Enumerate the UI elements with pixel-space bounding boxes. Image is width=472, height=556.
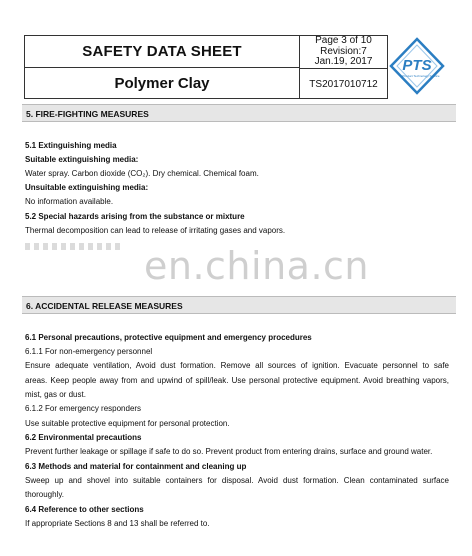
section5-title: 5. FIRE-FIGHTING MEASURES <box>22 104 456 122</box>
s611-line2: areas. Keep people away from and upwind of spill/leak. Use personal protective equipment. Avoid breathing vapors, <box>25 376 449 385</box>
s62-text: Prevent further leakage or spillage if safe to do so. Prevent product from entering drains, surface and ground water. <box>25 447 433 456</box>
suitable-label: Suitable extinguishing media: <box>25 155 139 164</box>
logo-text: PTS <box>402 57 432 74</box>
s611-line3: mist, gas or dust. <box>25 390 86 399</box>
sds-header <box>24 35 388 99</box>
s52-text: Thermal decomposition can lead to release of irritating gases and vapors. <box>25 226 286 235</box>
s61-heading: 6.1 Personal precautions, protective equipment and emergency procedures <box>25 333 312 342</box>
suitable-text: Water spray. Carbon dioxide (CO₂). Dry chemical. Chemical foam. <box>25 169 259 178</box>
s62-heading: 6.2 Environmental precautions <box>25 433 142 442</box>
report-code: TS2017010712 <box>300 68 387 99</box>
s52-heading: 5.2 Special hazards arising from the substance or mixture <box>25 212 245 221</box>
s63-line2: thoroughly. <box>25 490 64 499</box>
s611-line1: Ensure adequate ventilation, Avoid dust formation. Remove all sources of ignition. Evacuate personnel to safe <box>25 361 449 370</box>
s612-text: Use suitable protective equipment for personal protection. <box>25 419 230 428</box>
s611-heading: 6.1.1 For non-emergency personnel <box>25 347 153 356</box>
product-name: Polymer Clay <box>25 68 300 98</box>
document-title: SAFETY DATA SHEET <box>25 36 300 68</box>
section6-title: 6. ACCIDENTAL RELEASE MEASURES <box>22 296 456 314</box>
revision-date: Jan.19, 2017 <box>314 56 373 67</box>
s63-heading: 6.3 Methods and material for containment and cleaning up <box>25 462 247 471</box>
unsuitable-text: No information available. <box>25 197 114 206</box>
s51-heading: 5.1 Extinguishing media <box>25 141 117 150</box>
s612-heading: 6.1.2 For emergency responders <box>25 404 142 413</box>
faded-text <box>25 243 120 250</box>
pts-logo <box>388 36 446 96</box>
watermark: en.china.cn <box>144 244 370 288</box>
page-number: Page 3 of 10 <box>315 35 372 46</box>
s63-line1: Sweep up and shovel into suitable containers for disposal. Avoid dust formation. Clean contaminated surface <box>25 476 449 485</box>
unsuitable-label: Unsuitable extinguishing media: <box>25 183 149 192</box>
s64-heading: 6.4 Reference to other sections <box>25 505 144 514</box>
logo-subtext: Product Technology Service <box>402 74 440 78</box>
s64-text: If appropriate Sections 8 and 13 shall be referred to. <box>25 519 210 528</box>
revision-number: Revision:7 <box>320 45 367 57</box>
